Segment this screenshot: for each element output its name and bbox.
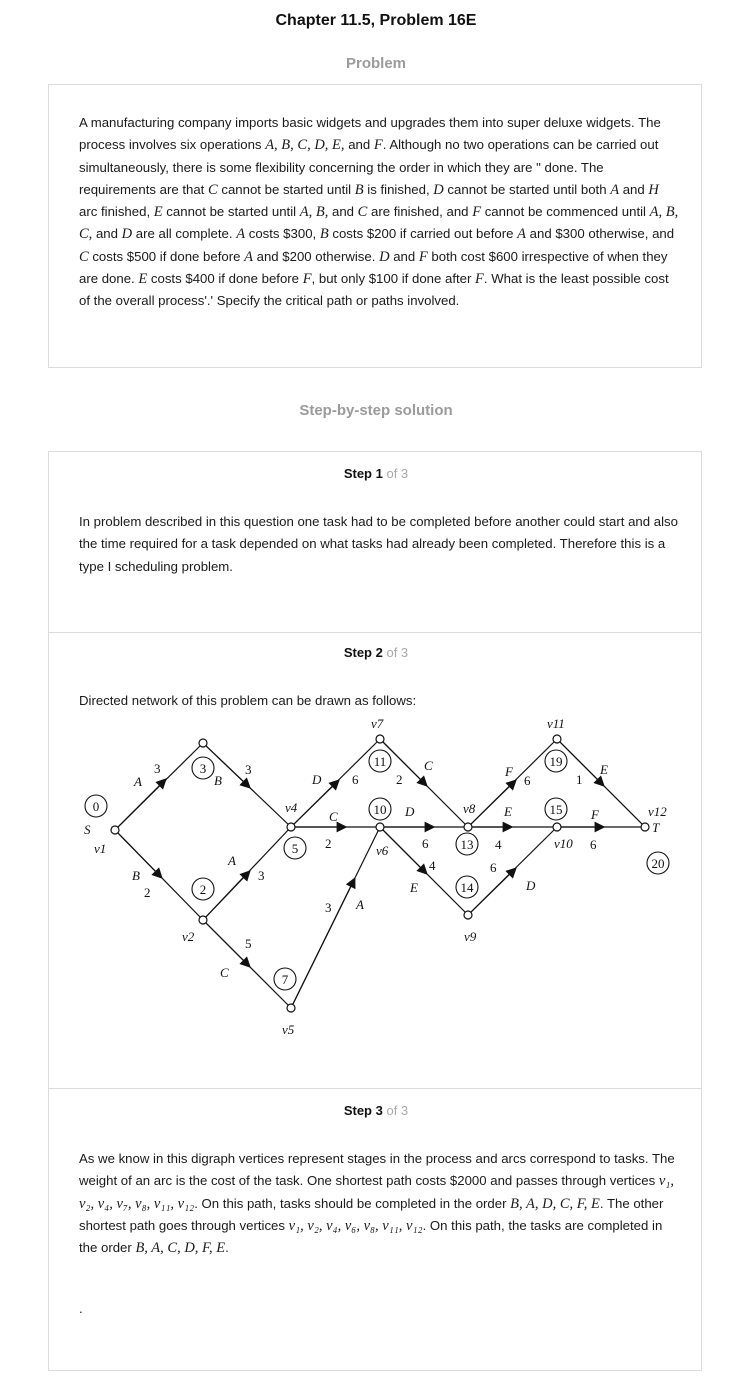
step-2-text: Directed network of this problem can be drawn as follows: bbox=[79, 693, 417, 708]
circled-value: 3 bbox=[199, 761, 207, 776]
edge-task-label: D bbox=[405, 804, 415, 819]
directed-network-diagram bbox=[70, 712, 690, 1042]
step-1-text: In problem described in this question one task had to be completed before another could start and also the time required for a task depended on what tasks had already been completed. Therefore this is a type I scheduling problem. bbox=[79, 514, 678, 574]
edge-weight: 2 bbox=[144, 885, 151, 900]
vertex-v3 bbox=[199, 739, 207, 747]
page-title: Chapter 11.5, Problem 16E bbox=[275, 12, 477, 29]
step-3-text: As we know in this digraph vertices represent stages in the process and arcs correspond to tasks. The weight of an arc is the cost of the task. One shortest path costs $2000 and passes through vertices v₁, v₂, v₄, v₇, v₈, v₁₁, v₁₂. On this path, tasks should be completed in the order B, A, D, C, F, E. The other shortest path goes through vertices v₁, v₂, v₄, v₆, v₈, v₁₁, v₁₂. On this path, the tasks are completed in the order B, A, C, D, F, E. bbox=[79, 1151, 675, 1257]
vertex-label: v4 bbox=[285, 800, 298, 815]
vertex-label: v8 bbox=[463, 801, 476, 816]
circled-value: 11 bbox=[373, 754, 387, 769]
edge-task-label: C bbox=[424, 758, 433, 773]
circled-value: 7 bbox=[281, 972, 289, 987]
edge-weight: 4 bbox=[495, 837, 502, 852]
edge-weight: 6 bbox=[490, 860, 497, 875]
vertex-label: v11 bbox=[547, 716, 565, 731]
edge-task-label: B bbox=[214, 773, 222, 788]
circled-value: 10 bbox=[373, 802, 387, 817]
circled-value: 0 bbox=[92, 799, 100, 814]
vertex-label: v9 bbox=[464, 929, 477, 944]
edge-weight: 3 bbox=[245, 762, 252, 777]
edge-weight: 6 bbox=[352, 772, 359, 787]
edge-weight: 3 bbox=[258, 868, 265, 883]
problem-heading: Problem bbox=[345, 55, 406, 72]
vertex-v6 bbox=[376, 823, 384, 831]
vertex-v12 bbox=[641, 823, 649, 831]
circled-value: 15 bbox=[549, 802, 563, 817]
edge-task-label: C bbox=[220, 965, 229, 980]
edge-task-label: E bbox=[504, 804, 512, 819]
source-label: S bbox=[84, 822, 91, 837]
circled-value: 20 bbox=[651, 856, 665, 871]
step-3-heading: Step 3 of 3 bbox=[343, 1103, 409, 1118]
solution-heading: Step-by-step solution bbox=[299, 402, 453, 419]
edge-weight: 6 bbox=[422, 836, 429, 851]
edge-weight: 2 bbox=[325, 836, 332, 851]
edge-task-label: D bbox=[526, 878, 536, 893]
sink-label: T bbox=[652, 820, 660, 835]
circled-value: 19 bbox=[549, 754, 563, 769]
edge-task-label: A bbox=[356, 897, 364, 912]
vertex-label: v10 bbox=[554, 836, 573, 851]
circled-value: 14 bbox=[460, 880, 474, 895]
vertex-v4 bbox=[287, 823, 295, 831]
edge-weight: 3 bbox=[154, 761, 161, 776]
edge-weight: 1 bbox=[576, 772, 583, 787]
edge-task-label: E bbox=[600, 762, 608, 777]
vertex-label: v7 bbox=[371, 716, 384, 731]
edge-task-label: B bbox=[132, 868, 140, 883]
vertex-label: v6 bbox=[376, 843, 389, 858]
edge-task-label: A bbox=[228, 853, 236, 868]
vertex-v11 bbox=[553, 735, 561, 743]
problem-text: A manufacturing company imports basic widgets and upgrades them into super deluxe widgets. The process involves six operations A, B, C, D, E, and F. Although no two operations can be carried out simultaneously, there is some flexibility concerning the order in which they are " done. The requirements are that C cannot be started until B is finished, D cannot be started until both A and H arc finished, E cannot be started until A, B, and C are finished, and F cannot be commenced until A, B, C, and D are all complete. A costs $300, B costs $200 if carried out before A and $300 otherwise, and C costs $500 if done before A and $200 otherwise. D and F both cost $600 irrespective of when they are done. E costs $400 if done before F, but only $100 if done after F. What is the least possible cost of the overall process'.' Specify the critical path or paths involved. bbox=[79, 115, 679, 309]
edge-task-label: F bbox=[505, 764, 513, 779]
edge-weight: 2 bbox=[396, 772, 403, 787]
edge-task-label: F bbox=[591, 807, 599, 822]
edge-weight: 3 bbox=[325, 900, 332, 915]
edge-task-label: E bbox=[410, 880, 418, 895]
vertex-label: v1 bbox=[94, 841, 107, 856]
edge-task-label: A bbox=[134, 774, 142, 789]
vertex-v8 bbox=[464, 823, 472, 831]
vertex-v1 bbox=[111, 826, 119, 834]
edge-weight: 6 bbox=[524, 773, 531, 788]
step-1-heading: Step 1 of 3 bbox=[343, 466, 409, 481]
vertex-v10 bbox=[553, 823, 561, 831]
vertex-v7 bbox=[376, 735, 384, 743]
vertex-v9 bbox=[464, 911, 472, 919]
step-2-heading: Step 2 of 3 bbox=[343, 645, 409, 660]
circled-value: 13 bbox=[460, 837, 474, 852]
edge-weight: 4 bbox=[429, 858, 436, 873]
edge-task-label: D bbox=[312, 772, 322, 787]
vertex-label: v5 bbox=[282, 1022, 295, 1037]
vertex-label: v2 bbox=[182, 929, 195, 944]
vertex-v5 bbox=[287, 1004, 295, 1012]
edge-task-label: C bbox=[329, 809, 338, 824]
step-3-trailing: . bbox=[79, 1301, 83, 1316]
step-divider bbox=[49, 1088, 701, 1089]
circled-value: 5 bbox=[291, 841, 299, 856]
edge-weight: 5 bbox=[245, 936, 252, 951]
circled-value: 2 bbox=[199, 882, 207, 897]
edge-weight: 6 bbox=[590, 837, 597, 852]
step-divider bbox=[49, 632, 701, 633]
vertex-v2 bbox=[199, 916, 207, 924]
vertex-label: v12 bbox=[648, 804, 667, 819]
